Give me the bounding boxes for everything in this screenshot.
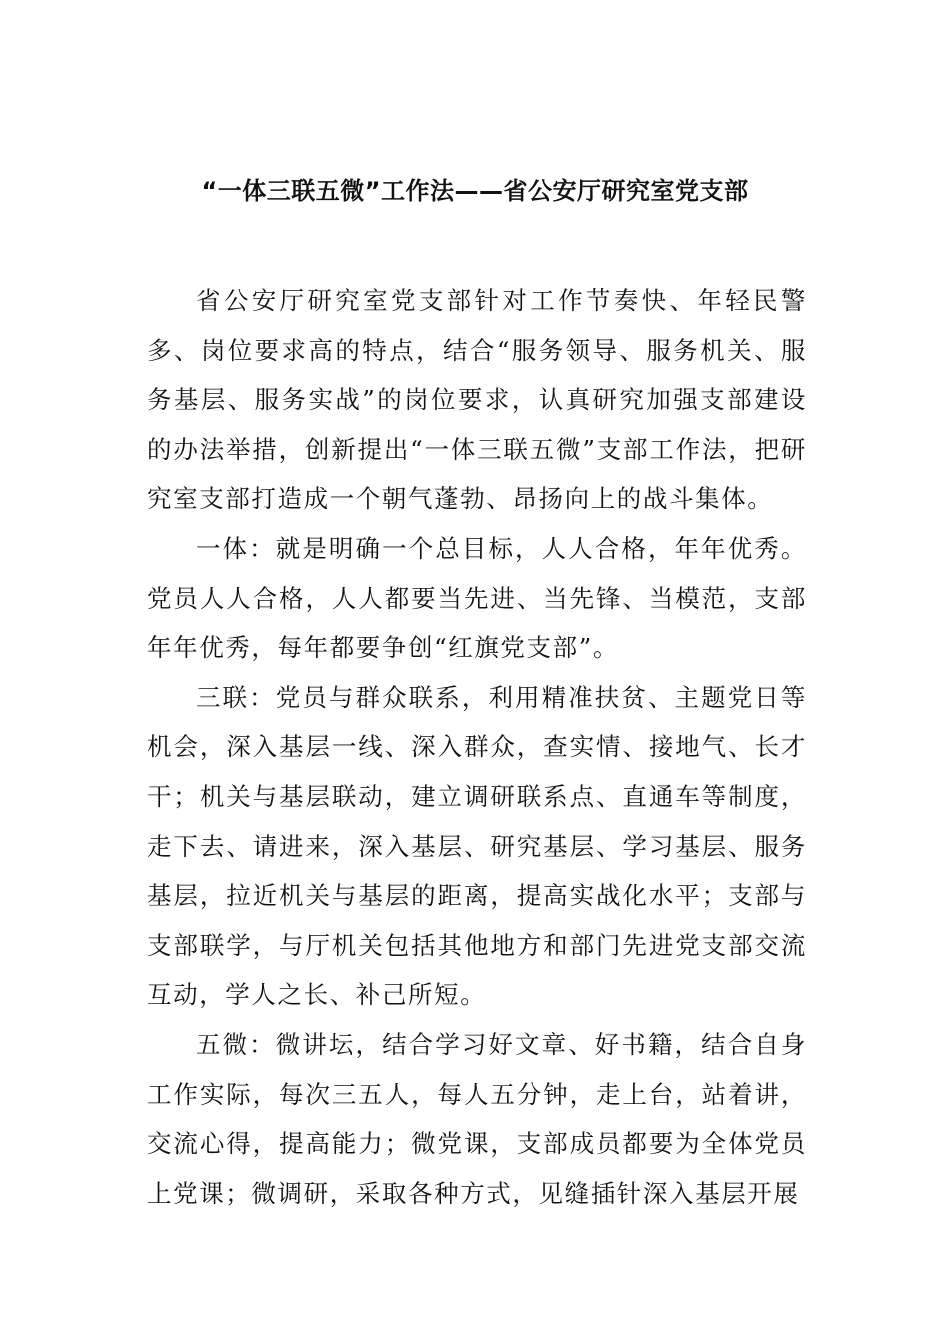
paragraph-yiti: 一体：就是明确一个总目标，人人合格，年年优秀。党员人人合格，人人都要当先进、当先锋、当模范，支部年年优秀，每年都要争创“红旗党支部”。 [147, 533, 807, 663]
paragraph-sanlian: 三联：党员与群众联系，利用精准扶贫、主题党日等机会，深入基层一线、深入群众，查实情、接地气、长才干；机关与基层联动，建立调研联系点、直通车等制度，走下去、请进来，深入基层、研究基层、学习基层、服务基层，拉近机关与基层的距离，提高实战化水平；支部与支部联学，与厅机关包括其他地方和部门先进党支部交流互动，学人之长、补己所短。 [147, 682, 807, 1010]
document-body [147, 276, 807, 1218]
paragraph-intro: 省公安厅研究室党支部针对工作节奏快、年轻民警多、岗位要求高的特点，结合“服务领导、服务机关、服务基层、服务实战”的岗位要求，认真研究加强支部建设的办法举措，创新提出“一体三联五微”支部工作法，把研究室支部打造成一个朝气蓬勃、昂扬向上的战斗集体。 [147, 286, 807, 514]
document-title: “一体三联五微”工作法——省公安厅研究室党支部 [201, 177, 749, 206]
paragraph-wuwei: 五微：微讲坛，结合学习好文章、好书籍，结合自身工作实际，每次三五人，每人五分钟，走上台，站着讲，交流心得，提高能力；微党课，支部成员都要为全体党员上党课；微调研，采取各种方式，见缝插针深入基层开展 [147, 1029, 807, 1208]
